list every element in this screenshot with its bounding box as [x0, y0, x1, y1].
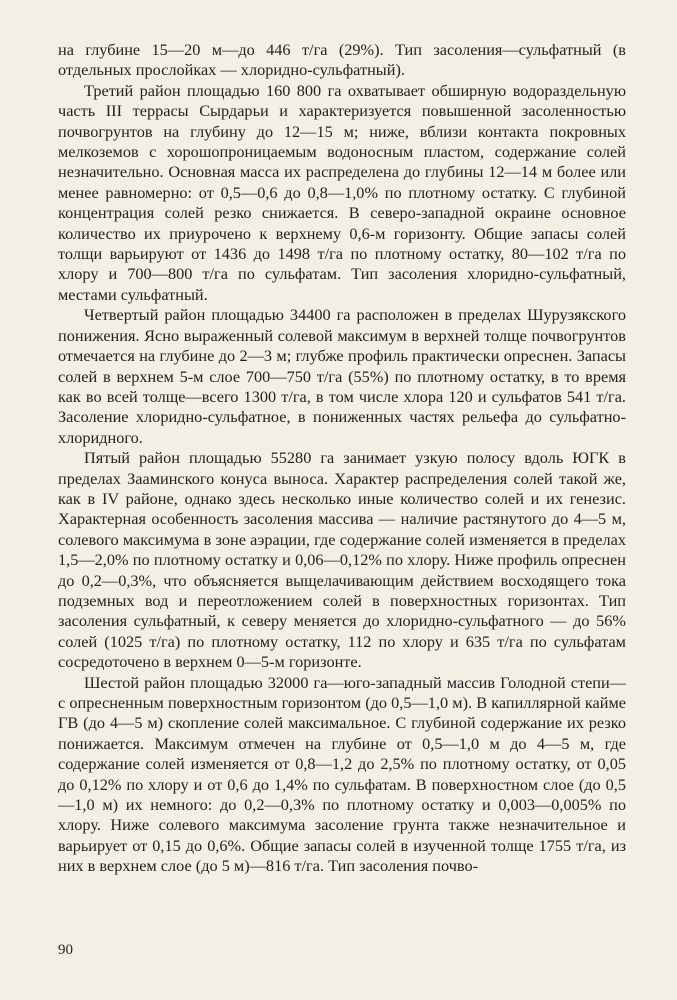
- page-number: 90: [58, 942, 73, 958]
- paragraph-continuation: на глубине 15—20 м—до 446 т/га (29%). Тип засоления—сульфатный (в отдельных прослойках — хлоридно-сульфатный).: [58, 40, 626, 80]
- paragraph-district-5: Пятый район площадью 55280 га занимает узкую полосу вдоль ЮГК в пределах Зааминского конуса выноса. Характер распределения солей такой же, как в IV районе, однако здесь несколько иные количество солей и их генезис. Характерная особенность засоления массива — наличие растянутого до 4—5 м, солевого максимума в зоне аэрации, где содержание солей изменяется в пределах 1,5—2,0% по плотному остатку и 0,06—0,12% по хлору. Ниже профиль опреснен до 0,2—0,3%, что объясняется выщелачивающим действием восходящего тока подземных вод и переотложением солей в поверхностных горизонтах. Тип засоления сульфатный, к северу меняется до хлоридно-сульфатного — до 56% солей (1025 т/га) по плотному остатку, 112 по хлору и 635 т/га по сульфатам сосредоточено в верхнем 0—5-м горизонте.: [58, 448, 626, 672]
- paragraph-district-6: Шестой район площадью 32000 га—юго-западный массив Голодной степи—с опресненным поверхностным горизонтом (до 0,5—1,0 м). В капиллярной кайме ГВ (до 4—5 м) скопление солей максимальное. С глубиной содержание их резко понижается. Максимум отмечен на глубине от 0,5—1,0 м до 4—5 м, где содержание солей изменяется от 0,8—1,2 до 2,5% по плотному остатку, от 0,05 до 0,12% по хлору и от 0,6 до 1,4% по сульфатам. В поверхностном слое (до 0,5—1,0 м) их немного: до 0,2—0,3% по плотному остатку и 0,003—0,005% по хлору. Ниже солевого максимума засоление грунта также незначительное и варьирует от 0,15 до 0,6%. Общие запасы солей в изученной толще 1755 т/га, из них в верхнем слое (до 5 м)—816 т/га. Тип засоления почво-: [58, 672, 626, 876]
- paragraph-district-3: Третий район площадью 160 800 га охватывает обширную водораздельную часть III террасы Сырдарьи и характеризуется повышенной засоленностью почвогрунтов на глубину до 12—15 м; ниже, вблизи контакта покровных мелкоземов с хорошопроницаемым водоносным пластом, содержание солей незначительно. Основная масса их распределена до глубины 12—14 м более или менее равномерно: от 0,5—0,6 до 0,8—1,0% по плотному остатку. С глубиной концентрация солей резко снижается. В северо-западной окраине основное количество их приурочено к верхнему 0,6-м горизонту. Общие запасы солей толщи варьируют от 1436 до 1498 т/га по плотному остатку, 80—102 т/га по хлору и 700—800 т/га по сульфатам. Тип засоления хлоридно-сульфатный, местами сульфатный.: [58, 80, 626, 304]
- body-text: [58, 40, 626, 877]
- paragraph-district-4: Четвертый район площадью 34400 га расположен в пределах Шурузякского понижения. Ясно выраженный солевой максимум в верхней толще почвогрунтов отмечается на глубине до 2—3 м; глубже профиль практически опреснен. Запасы солей в верхнем 5-м слое 700—750 т/га (55%) по плотному остатку, в то время как во всей толще—всего 1300 т/га, в том числе хлора 120 и сульфатов 541 т/га. Засоление хлоридно-сульфатное, в пониженных частях рельефа до сульфатно-хлоридного.: [58, 305, 626, 447]
